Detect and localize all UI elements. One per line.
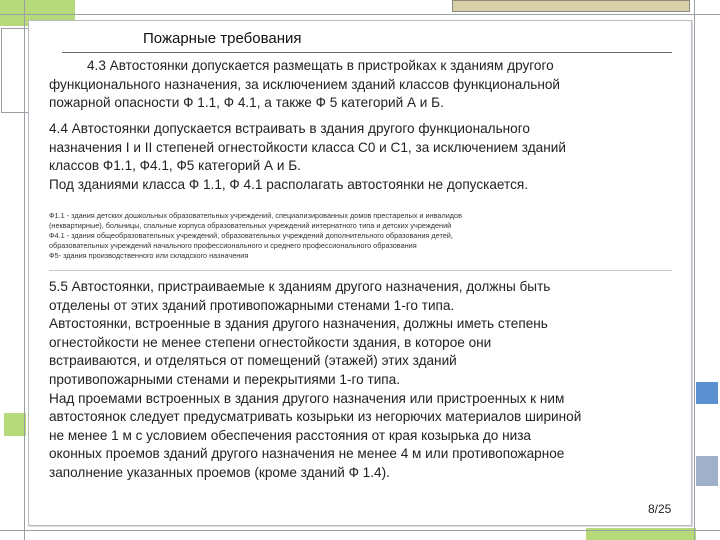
section-4-3 bbox=[49, 57, 560, 113]
text-line: Автостоянки, встроенные в здания другого назначения, должны иметь степень bbox=[49, 316, 548, 332]
deco-vertical-line-right bbox=[694, 0, 695, 540]
page-number: 8/25 bbox=[648, 502, 672, 516]
deco-blue-square-right bbox=[696, 382, 718, 404]
text-line: классов Ф1.1, Ф4.1, Ф5 категорий А и Б. bbox=[49, 158, 301, 174]
footnote-line: образовательных учреждений начального профессионального и среднего профессионального образования bbox=[49, 241, 417, 250]
deco-green-block-left-lower bbox=[4, 413, 26, 436]
text-line: 4.3 Автостоянки допускается размещать в пристройках к зданиям другого bbox=[87, 58, 554, 73]
text-line: отделены от этих зданий противопожарными стенами 1-го типа. bbox=[49, 297, 455, 313]
text-line: огнестойкости не менее степени огнестойкости здания, в которое они bbox=[49, 334, 492, 350]
text-line: 5.5 Автостоянки, пристраиваемые к зданиям другого назначения, должны быть bbox=[49, 279, 551, 294]
text-line: встраиваются, и отделяться от помещений (этажей) этих зданий bbox=[49, 353, 457, 369]
slide-title: Пожарные требования bbox=[143, 30, 302, 47]
footnote-line: Ф1.1 - здания детских дошкольных образовательных учреждений, специализированных домов престарелых и инвалидов bbox=[49, 211, 462, 220]
deco-horizontal-line-bottom bbox=[0, 530, 720, 531]
text-line: функционального назначения, за исключением зданий классов функциональной bbox=[49, 76, 561, 92]
footnote-line: (неквартирные), больницы, спальные корпуса образовательных учреждений интернатного типа и детских учреждений bbox=[49, 221, 452, 230]
section-5-5 bbox=[49, 278, 581, 483]
deco-vertical-line-left bbox=[24, 0, 25, 540]
deco-beige-block-top-right bbox=[452, 0, 690, 12]
deco-horizontal-line-top bbox=[0, 14, 720, 15]
section-divider bbox=[49, 270, 672, 271]
footnote-line: Ф5- здания производственного или складского назначения bbox=[49, 251, 249, 260]
text-line: автостоянок следует предусматривать козырьки из негорючих материалов шириной bbox=[49, 409, 582, 425]
text-line: назначения I и II степеней огнестойкости класса С0 и С1, за исключением зданий bbox=[49, 139, 566, 155]
text-line: Над проемами встроенных в здания другого назначения или пристроенных к ним bbox=[49, 390, 565, 406]
title-underline bbox=[62, 52, 672, 53]
text-line: оконных проемов зданий другого назначения не менее 4 м или противопожарное bbox=[49, 446, 565, 462]
text-line: пожарной опасности Ф 1.1, Ф 4.1, а также Ф 5 категорий А и Б. bbox=[49, 95, 444, 111]
text-line: Под зданиями класса Ф 1.1, Ф 4.1 располагать автостоянки не допускается. bbox=[49, 176, 529, 192]
footnotes bbox=[49, 211, 462, 261]
text-line: заполнение указанных проемов (кроме зданий Ф 1.4). bbox=[49, 464, 390, 480]
section-4-4 bbox=[49, 120, 566, 194]
text-line: 4.4 Автостоянки допускается встраивать в здания другого функционального bbox=[49, 121, 530, 136]
text-line: противопожарными стенами и перекрытиями 1-го типа. bbox=[49, 371, 401, 387]
footnote-line: Ф4.1 - здания общеобразовательных учреждений, образовательных учреждений дополнительного образования детей, bbox=[49, 231, 453, 240]
text-line: не менее 1 м с условием обеспечения расстояния от края козырька до низа bbox=[49, 427, 531, 443]
deco-steel-block-right bbox=[696, 456, 718, 486]
